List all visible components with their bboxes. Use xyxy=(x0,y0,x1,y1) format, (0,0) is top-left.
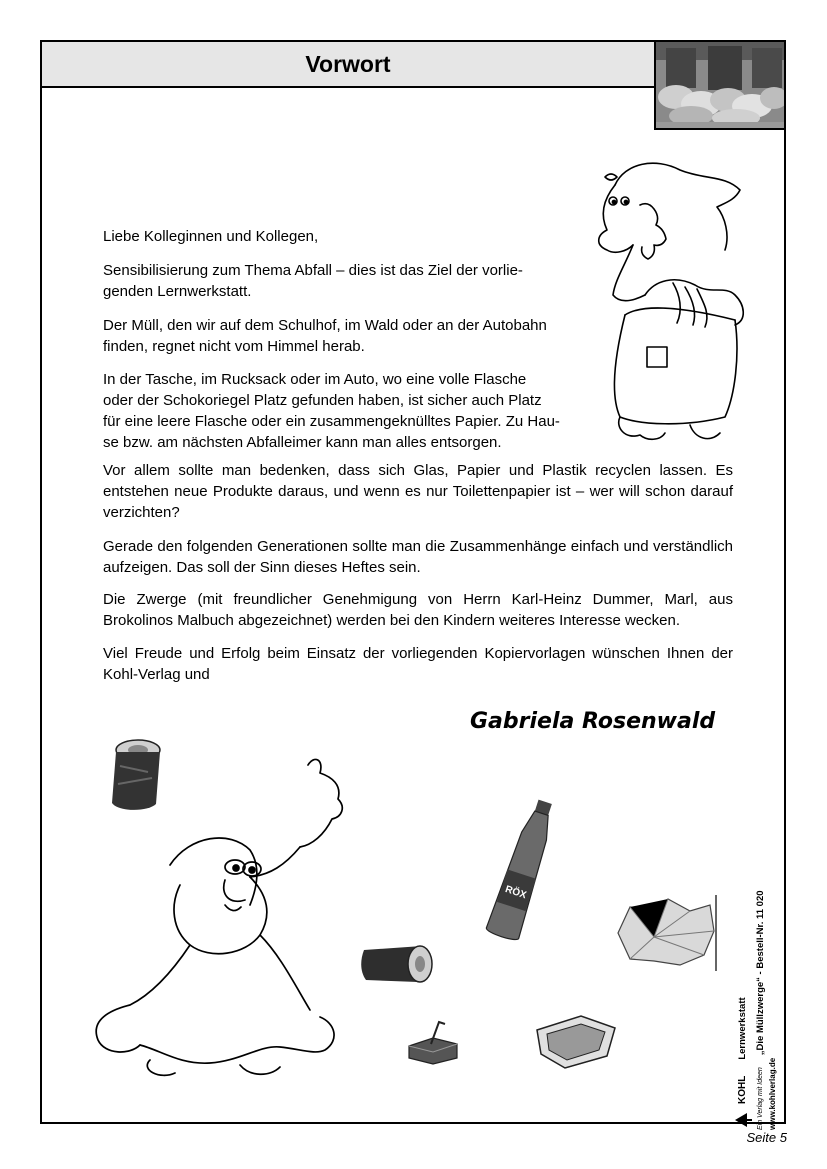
paragraph-4 xyxy=(103,460,733,523)
page-title: Vorwort xyxy=(305,51,391,77)
publisher-url: www.kohlverlag.de xyxy=(768,1057,777,1130)
signature: Gabriela Rosenwald xyxy=(470,709,716,734)
bottle-label: RÖX xyxy=(503,884,528,902)
paragraph-1-line-2: genden Lernwerkstatt. xyxy=(103,283,252,300)
garbage-photo xyxy=(654,40,786,130)
crumpled-paper-illustration xyxy=(610,893,720,973)
lying-can-illustration xyxy=(358,940,436,988)
paragraph-3-line-4: se bzw. am nächsten Abfalleimer kann man alles entsorgen. xyxy=(103,434,502,451)
paragraph-2-line-1: Der Müll, den wir auf dem Schulhof, im Wald oder an der Autobahn xyxy=(103,317,547,334)
paragraph-3-line-1: In der Tasche, im Rucksack oder im Auto, wo eine volle Flasche xyxy=(103,371,527,388)
sidebar-line-2: „Die Müllzwerge“ - Bestell-Nr. 11 020 xyxy=(755,890,766,1056)
paragraph-6 xyxy=(103,589,733,631)
paragraph-3 xyxy=(103,369,583,453)
paragraph-1 xyxy=(103,260,583,302)
paragraph-3-line-3: für eine leere Flasche oder ein zusammengeknülltes Papier. Zu Hau- xyxy=(103,413,560,430)
paragraph-2-line-2: finden, regnet nicht vom Himmel herab. xyxy=(103,338,365,355)
sidebar-line-1: Lernwerkstatt xyxy=(737,997,748,1060)
paragraph-6-text: Die Zwerge (mit freundlicher Genehmigung von Herrn Karl-Heinz Dummer, Marl, aus Brokolinos Malbuch abgezeichnet) werden bei den Kindern weiteres Interesse wecken. xyxy=(103,591,733,629)
publisher-sidebar xyxy=(733,860,793,1130)
paragraph-7 xyxy=(103,643,733,685)
plastic-tray-illustration xyxy=(533,1012,618,1070)
publisher-name: KOHL xyxy=(737,1075,748,1104)
female-dwarf-illustration xyxy=(585,155,760,450)
publisher-tagline: Ein Verlag mit Ideen xyxy=(757,1067,764,1130)
paragraph-5-text: Gerade den folgenden Generationen sollte man die Zusammenhänge einfach und verständlich aufzeigen. Das soll der Sinn dieses Heftes sein. xyxy=(103,538,733,576)
paragraph-7-text: Viel Freude und Erfolg beim Einsatz der vorliegenden Kopiervorlagen wünschen Ihnen der Kohl-Verlag und xyxy=(103,645,733,683)
paragraph-1-line-1: Sensibilisierung zum Thema Abfall – dies ist das Ziel der vorlie- xyxy=(103,262,523,279)
page-number: Seite 5 xyxy=(746,1130,787,1145)
paragraph-2 xyxy=(103,315,583,357)
paragraph-5 xyxy=(103,536,733,578)
salutation-text: Liebe Kolleginnen und Kollegen, xyxy=(103,228,319,245)
male-dwarf-illustration xyxy=(80,755,370,1080)
tree-logo-icon xyxy=(733,1110,753,1130)
paragraph-3-line-2: oder der Schokoriegel Platz gefunden haben, ist sicher auch Platz xyxy=(103,392,542,409)
plastic-bottle-illustration xyxy=(480,796,565,944)
salutation xyxy=(103,226,583,247)
paragraph-4-text: Vor allem sollte man bedenken, dass sich Glas, Papier und Plastik recyclen lassen. Es entstehen neue Produkte daraus, und wenn es nur Toilettenpapier ist – wer will schon darauf verzichten? xyxy=(103,462,733,521)
tin-box-illustration xyxy=(405,1018,461,1066)
